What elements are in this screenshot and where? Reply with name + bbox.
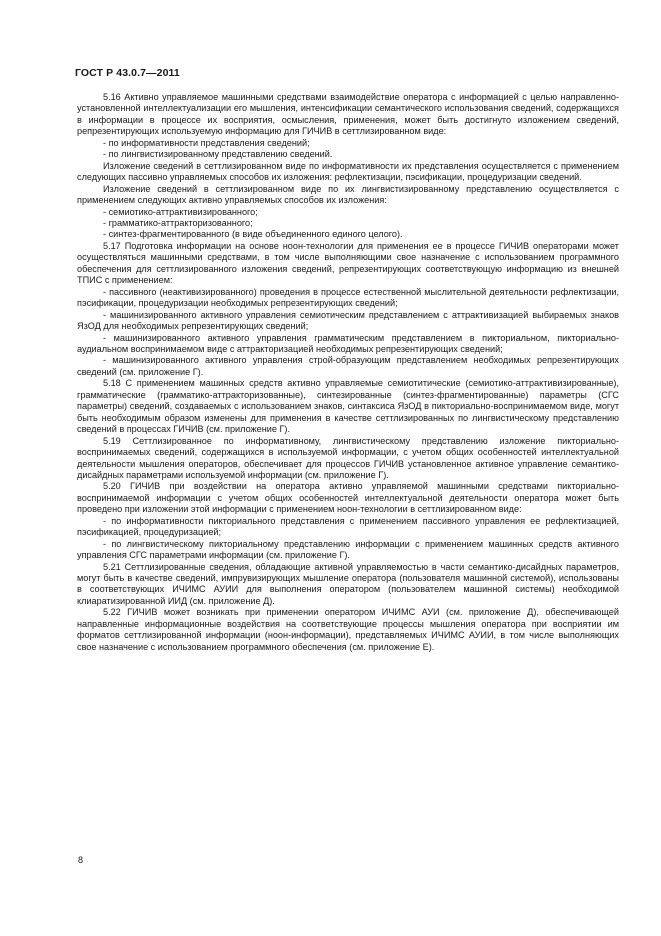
list-item: - пассивного (неактивизированного) проведения в процессе естественной мыслительной деятельности рефлектизации, пэсификации, процедуризации необходимых репрезентирующих сведений; xyxy=(77,286,619,309)
document-body xyxy=(77,92,619,653)
list-item: - по информативности пикториального представления с применением пассивного управления ее рефлектизацией, пэсификацией, процедуризацией; xyxy=(77,515,619,538)
document-header: ГОСТ Р 43.0.7—2011 xyxy=(75,67,180,79)
list-item: - машинизированного активного управления строй-образующим представлением необходимых репрезентирующих сведений (см. приложение Г). xyxy=(77,355,619,377)
paragraph: Изложение сведений в сеттлизированном виде по их лингвистизированному представлению осуществляется с применением следующих активно управляемых способов их изложения: xyxy=(77,183,619,206)
list-item: - семиотико-аттрактивизированного; xyxy=(103,206,258,217)
list-item: - по информативности представления сведений; xyxy=(103,137,310,148)
list-item: - машинизированного активного управления семиотическим представлением с аттрактивизацией выбираемых знаков ЯзОД для необходимых репрезентирующих сведений; xyxy=(77,309,619,332)
list-item: - по лингвистическому пикториальному представлению информации с применением машинных средств активного управления СГС параметрами информации (см. приложение Г). xyxy=(77,538,619,561)
paragraph-5-21: 5.21 Сеттлизированные сведения, обладающие активной управляемостью в части семантико-дисайдных параметров, могут быть в качестве сведений, импрувизирующих мышление оператора (пользователя машинной системой), использованы в соответствующих ИЧИМС АУИИ для выполнения оператором (пользователем машинной системы) необходимой клиаратизированной ИИД (см. приложение Д). xyxy=(77,561,619,606)
paragraph-5-19: 5.19 Сеттлизированное по информативному, лингвистическому представлению изложение пикториально-воспринимаемых сведений, содержащихся в используемой информации, с учетом общих особенностей интеллектуальной деятельности мышления операторов, обеспечивает для процессов ГИЧИВ установленное активное управление семантико-дисайдных параметрами используемой информации (см. приложение Г). xyxy=(77,435,619,480)
paragraph-5-20: 5.20 ГИЧИВ при воздействии на оператора активно управляемой машинными средствами пикториально-воспринимаемой информации с учетом общих особенностей интеллектуальной деятельности оператора может быть проведено при изложении этой информации с применением ноон-технологии в сеттлизированном виде: xyxy=(77,481,619,515)
list-item: - грамматико-аттракторизованного; xyxy=(103,217,253,228)
paragraph: Изложение сведений в сеттлизированном виде по информативности их представления осуществляется с применением следующих пассивно управляемых способов их изложения: рефлектизации, пэсификации, процедуризации сведений. xyxy=(77,160,619,183)
list-item: - машинизированного активного управления грамматическим представлением в пикториальном, пикториально-аудиальном воспринимаемом виде с аттракторизацией необходимых репрезентирующих сведений; xyxy=(77,332,619,354)
paragraph-5-17: 5.17 Подготовка информации на основе ноон-технологии для применения ее в процессе ГИЧИВ операторами может осуществляться машинными средствами, в том числе выполняющими свое назначение с использованием программного обеспечения для сеттлизированного изложения сведений, репрезентирующих соответствующую информацию из внешней ТПИС с применением: xyxy=(77,240,619,286)
paragraph-5-22: 5.22 ГИЧИВ может возникать при применении оператором ИЧИМС АУИ (см. приложение Д), обеспечивающей направленные информационные воздействия на соответствующие процессы мышления оператора при восприятии им форматов сеттлизированной информации (ноон-информации), представляемых ИЧИМС АУИИ, в том числе выполняющих свое назначение с использованием программного обеспечения (см. приложение Е). xyxy=(77,607,619,652)
page-number: 8 xyxy=(78,855,84,865)
paragraph-5-16: 5.16 Активно управляемое машинными средствами взаимодействие оператора с информацией с целью направленно-установленной интеллектуализации его мышления, интенсификации семантического использования сведений, содержащихся в информации в процессе их восприятия, осмысления, применения, может быть достигнуто изложением сведений, репрезентирующих используемую информацию для ГИЧИВ в сеттлизированном виде: xyxy=(77,92,619,137)
paragraph-5-18: 5.18 С применением машинных средств активно управляемые семиотитические (семиотико-аттрактивизированные), грамматические (грамматико-аттракторизованные), синтезированные (синтез-фрагментированные) параметры (СГС параметры) сведений, создаваемых с использованием знаков, синтаксиса ЯзОД в пикториально-воспринимаемом виде, могут быть необходимым образом изменены для применения в качестве сеттлизированных по лингвистическому представлению сведений в процессах ГИЧИВ (см. приложение Г). xyxy=(77,378,619,435)
list-item: - по лингвистизированному представлению сведений. xyxy=(103,149,333,160)
list-item: - синтез-фрагментированного (в виде объединенного единого целого). xyxy=(103,229,403,240)
